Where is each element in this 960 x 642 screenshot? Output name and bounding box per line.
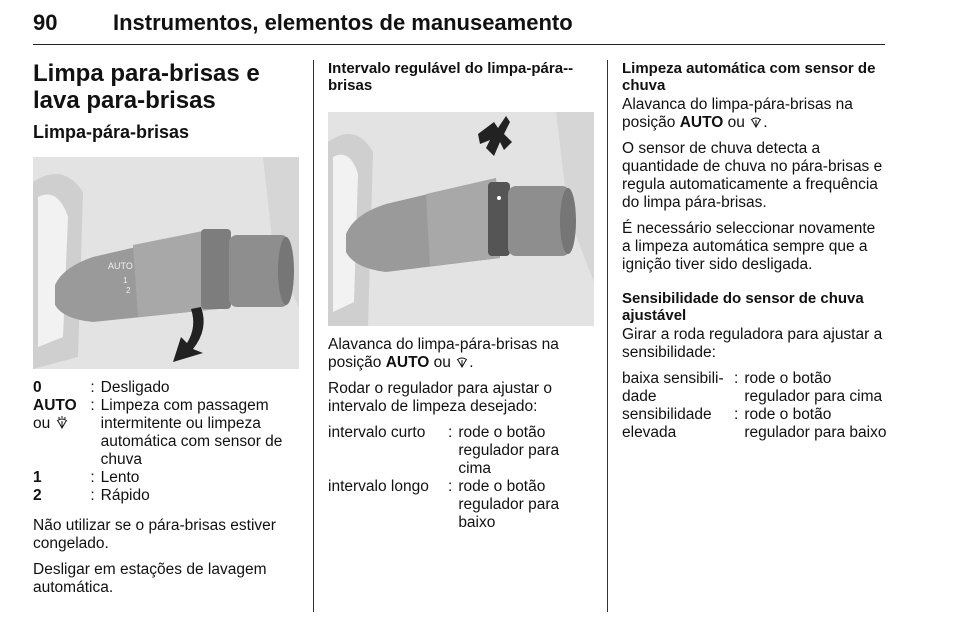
section-heading: Intervalo regulável do limpa-pára--brisas bbox=[328, 60, 574, 94]
page-header bbox=[33, 6, 885, 45]
legend-key: 0 bbox=[33, 379, 42, 396]
auto-mark: AUTO bbox=[108, 261, 133, 271]
column-divider bbox=[607, 60, 608, 612]
legend-row: 0 : Desligado bbox=[33, 379, 299, 397]
rain-sensor-wiper-icon bbox=[55, 416, 69, 430]
paragraph: Não utilizar se o pára-brisas estiver congelado. bbox=[33, 517, 276, 552]
wiper-lever-illustration bbox=[33, 157, 299, 369]
section-title: Limpa para-brisas e lava para-brisas bbox=[33, 60, 260, 114]
legend-value: Lento bbox=[100, 469, 140, 486]
arrows-up-down-icon bbox=[478, 116, 512, 156]
legend-key: intervalo curto bbox=[328, 424, 426, 441]
legend-value: rode o botão regulador para cima bbox=[744, 370, 883, 405]
interval-legend bbox=[328, 424, 594, 532]
section-heading: Sensibilidade do sensor de chuva ajustável bbox=[622, 290, 864, 324]
paragraph: Girar a roda reguladora para ajustar a sensibilidade: bbox=[622, 326, 883, 361]
position-legend bbox=[33, 379, 299, 505]
interval-regulator-illustration bbox=[328, 112, 594, 326]
legend-key: AUTO ou bbox=[33, 397, 77, 432]
page-title: Instrumentos, elementos de manuseamento bbox=[113, 10, 573, 35]
legend-value: Desligado bbox=[100, 379, 170, 396]
legend-row: sensibilidade elevada : rode o botão regulador para baixo bbox=[622, 406, 887, 441]
legend-value: Rápido bbox=[100, 487, 150, 504]
section-heading: Limpeza automática com sensor de chuva bbox=[622, 60, 876, 94]
page-number: 90 bbox=[33, 10, 58, 35]
speed-2-mark: 2 bbox=[126, 286, 131, 295]
rain-sensor-wiper-icon bbox=[749, 115, 763, 129]
legend-key: 1 bbox=[33, 469, 42, 486]
legend-row: AUTO ou : Limpeza com passagem intermitente ou limpeza automática com sensor de chuva bbox=[33, 397, 299, 469]
legend-row: 1 : Lento bbox=[33, 469, 299, 487]
legend-row: 2 : Rápido bbox=[33, 487, 299, 505]
paragraph: Rodar o regulador para ajustar o intervalo de limpeza desejado: bbox=[328, 380, 553, 415]
column-3 bbox=[622, 60, 887, 454]
legend-key: 2 bbox=[33, 487, 42, 504]
arrow-down-icon bbox=[173, 307, 204, 362]
paragraph: Alavanca do limpa-pára-brisas na posição AUTO ou . bbox=[328, 336, 559, 371]
legend-key: baixa sensibili-dade bbox=[622, 370, 724, 405]
paragraph: Desligar em estações de lavagem automática. bbox=[33, 561, 267, 596]
legend-value: rode o botão regulador para baixo bbox=[744, 406, 887, 441]
speed-1-mark: 1 bbox=[123, 276, 128, 285]
column-divider bbox=[313, 60, 314, 612]
paragraph: O sensor de chuva detecta a quantidade de chuva no pára-brisas e regula automaticamente a frequência do limpa pára-brisas. bbox=[622, 140, 883, 211]
column-1 bbox=[33, 60, 299, 605]
legend-key: sensibilidade elevada bbox=[622, 406, 712, 441]
rain-sensor-wiper-icon bbox=[455, 355, 469, 369]
legend-key: intervalo longo bbox=[328, 478, 429, 495]
paragraph: Alavanca do limpa-pára-brisas na posição AUTO ou . bbox=[622, 96, 853, 131]
column-2 bbox=[328, 60, 594, 544]
interval-regulator-figure bbox=[328, 112, 594, 326]
wiper-lever-figure bbox=[33, 157, 299, 369]
sensitivity-legend bbox=[622, 370, 887, 442]
legend-row: intervalo longo : rode o botão regulador para baixo bbox=[328, 478, 594, 532]
legend-row: baixa sensibili-dade : rode o botão regulador para cima bbox=[622, 370, 887, 406]
legend-value: rode o botão regulador para cima bbox=[458, 424, 560, 477]
legend-row: intervalo curto : rode o botão regulador para cima bbox=[328, 424, 594, 478]
section-subtitle: Limpa-pára-brisas bbox=[33, 122, 190, 142]
paragraph: É necessário seleccionar novamente a limpeza automática sempre que a ignição tiver sido desligada. bbox=[622, 220, 876, 273]
legend-value: Limpeza com passagem intermitente ou limpeza automática com sensor de chuva bbox=[100, 397, 283, 468]
legend-value: rode o botão regulador para baixo bbox=[458, 478, 560, 531]
